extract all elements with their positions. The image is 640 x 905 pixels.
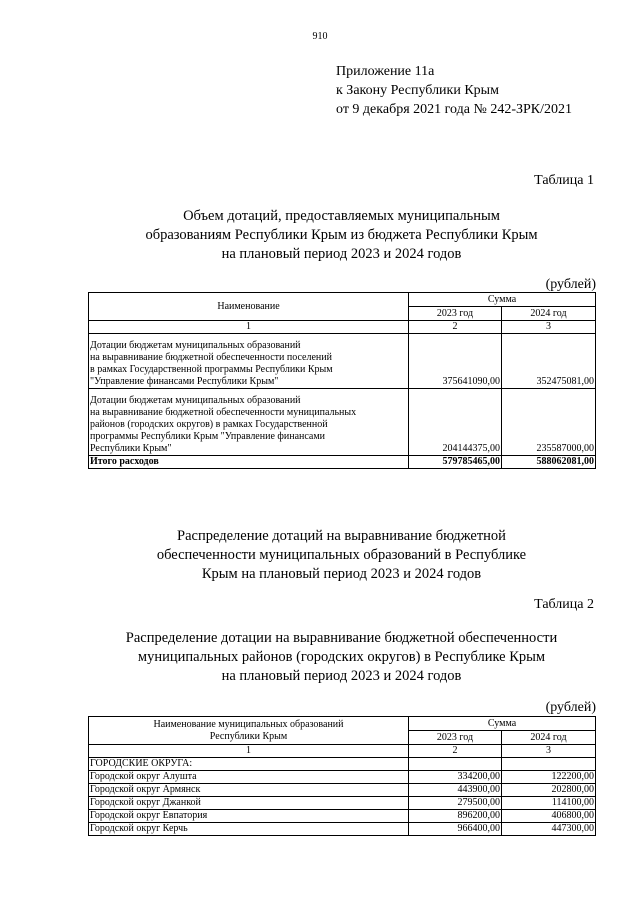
- row-name-line: Дотации бюджетам муниципальных образований: [90, 395, 301, 406]
- table1-row-2023: 204144375,00: [409, 389, 502, 456]
- table2-header-name-line: Республики Крым: [209, 730, 288, 742]
- table2-unit: (рублей): [545, 700, 596, 715]
- table1-title-line: Объем дотаций, предоставляемых муниципальным: [183, 208, 500, 224]
- table1-header-2023: 2023 год: [409, 307, 502, 321]
- appendix-line-1: Приложение 11а: [336, 64, 435, 79]
- table1-colnum: 3: [502, 321, 596, 334]
- row-name-line: "Управление финансами Республики Крым": [90, 376, 279, 387]
- table2-row-2024: 114100,00: [502, 797, 596, 810]
- table-row: [89, 784, 596, 797]
- section2-title: [0, 527, 640, 584]
- table1-row-2023: 375641090,00: [409, 334, 502, 389]
- table2-header-2024: 2024 год: [502, 731, 596, 745]
- table1-header-sum: Сумма: [409, 293, 596, 307]
- table2-row-2024: 202800,00: [502, 784, 596, 797]
- page-number: 910: [312, 31, 328, 42]
- row-name-line: в рамках Государственной программы Республики Крым: [90, 364, 333, 375]
- table2: [88, 716, 596, 836]
- table1-total-label: Итого расходов: [89, 456, 409, 469]
- table2-title: [0, 629, 640, 686]
- table2-colnum: 3: [502, 745, 596, 758]
- table-row: [89, 810, 596, 823]
- row-name-line: Республики Крым": [90, 443, 172, 454]
- section2-title-line: Распределение дотаций на выравнивание бюджетной: [177, 528, 506, 544]
- table1-row-2024: 235587000,00: [502, 389, 596, 456]
- table2-row-2024: 447300,00: [502, 823, 596, 836]
- table1-row-name: [89, 334, 409, 389]
- table1-title: [0, 207, 640, 264]
- table2-colnum: 1: [89, 745, 409, 758]
- table2-row-name: Городской округ Джанкой: [89, 797, 409, 810]
- table1-unit: (рублей): [545, 277, 596, 292]
- table1-header-2024: 2024 год: [502, 307, 596, 321]
- table2-row-2023: 896200,00: [409, 810, 502, 823]
- table2-row-2024: 406800,00: [502, 810, 596, 823]
- table2-title-line: Распределение дотации на выравнивание бюджетной обеспеченности: [125, 630, 558, 646]
- table-row: [89, 389, 596, 456]
- table2-row-name: Городской округ Алушта: [89, 771, 409, 784]
- table1-row-2024: 352475081,00: [502, 334, 596, 389]
- table-row: [89, 797, 596, 810]
- table1-title-line: на плановый период 2023 и 2024 годов: [221, 246, 462, 262]
- table2-empty-cell: [502, 758, 596, 771]
- table2-group-row: [89, 758, 596, 771]
- table2-row-name: Городской округ Евпатория: [89, 810, 409, 823]
- table2-row-2023: 966400,00: [409, 823, 502, 836]
- table2-empty-cell: [409, 758, 502, 771]
- table2-colnum-row: [89, 745, 596, 758]
- table1-total-2023: 579785465,00: [409, 456, 502, 469]
- table-row: [89, 823, 596, 836]
- table1-colnum: 1: [89, 321, 409, 334]
- row-name-line: на выравнивание бюджетной обеспеченности муниципальных: [90, 407, 357, 418]
- table2-colnum: 2: [409, 745, 502, 758]
- table1-colnum-row: [89, 321, 596, 334]
- table2-row-2023: 334200,00: [409, 771, 502, 784]
- appendix-line-3: от 9 декабря 2021 года № 242-ЗРК/2021: [336, 102, 573, 117]
- section2-title-line: Крым на плановый период 2023 и 2024 годов: [201, 566, 482, 582]
- table1-header-name: Наименование: [89, 293, 409, 321]
- table2-header-name-line: Наименование муниципальных образований: [153, 718, 344, 730]
- table1-label: Таблица 1: [534, 173, 594, 188]
- row-name-line: на выравнивание бюджетной обеспеченности поселений: [90, 352, 332, 363]
- row-name-line: программы Республики Крым "Управление финансами: [90, 431, 326, 442]
- table1-row-name: [89, 389, 409, 456]
- table2-row-2023: 279500,00: [409, 797, 502, 810]
- table2-group-label: ГОРОДСКИЕ ОКРУГА:: [89, 758, 409, 771]
- table2-row-2023: 443900,00: [409, 784, 502, 797]
- table-row: [89, 771, 596, 784]
- table1-colnum: 2: [409, 321, 502, 334]
- row-name-line: районов (городских округов) в рамках Государственной: [90, 419, 328, 430]
- table2-header-2023: 2023 год: [409, 731, 502, 745]
- table2-header-sum: Сумма: [409, 717, 596, 731]
- table1-total-2024: 588062081,00: [502, 456, 596, 469]
- table-row: [89, 334, 596, 389]
- table2-header-name: [89, 717, 409, 745]
- section2-title-line: обеспеченности муниципальных образований в Республике: [156, 547, 527, 563]
- table2-row-2024: 122200,00: [502, 771, 596, 784]
- appendix-line-2: к Закону Республики Крым: [336, 83, 499, 98]
- table2-row-name: Городской округ Армянск: [89, 784, 409, 797]
- appendix-header: [336, 62, 572, 119]
- table2-label: Таблица 2: [534, 597, 594, 612]
- table1: [88, 292, 596, 469]
- table1-total-row: [89, 456, 596, 469]
- row-name-line: Дотации бюджетам муниципальных образований: [90, 340, 301, 351]
- table2-title-line: на плановый период 2023 и 2024 годов: [221, 668, 462, 684]
- table1-title-line: образованиям Республики Крым из бюджета Республики Крым: [145, 227, 538, 243]
- table2-title-line: муниципальных районов (городских округов) в Республике Крым: [137, 649, 546, 665]
- table2-row-name: Городской округ Керчь: [89, 823, 409, 836]
